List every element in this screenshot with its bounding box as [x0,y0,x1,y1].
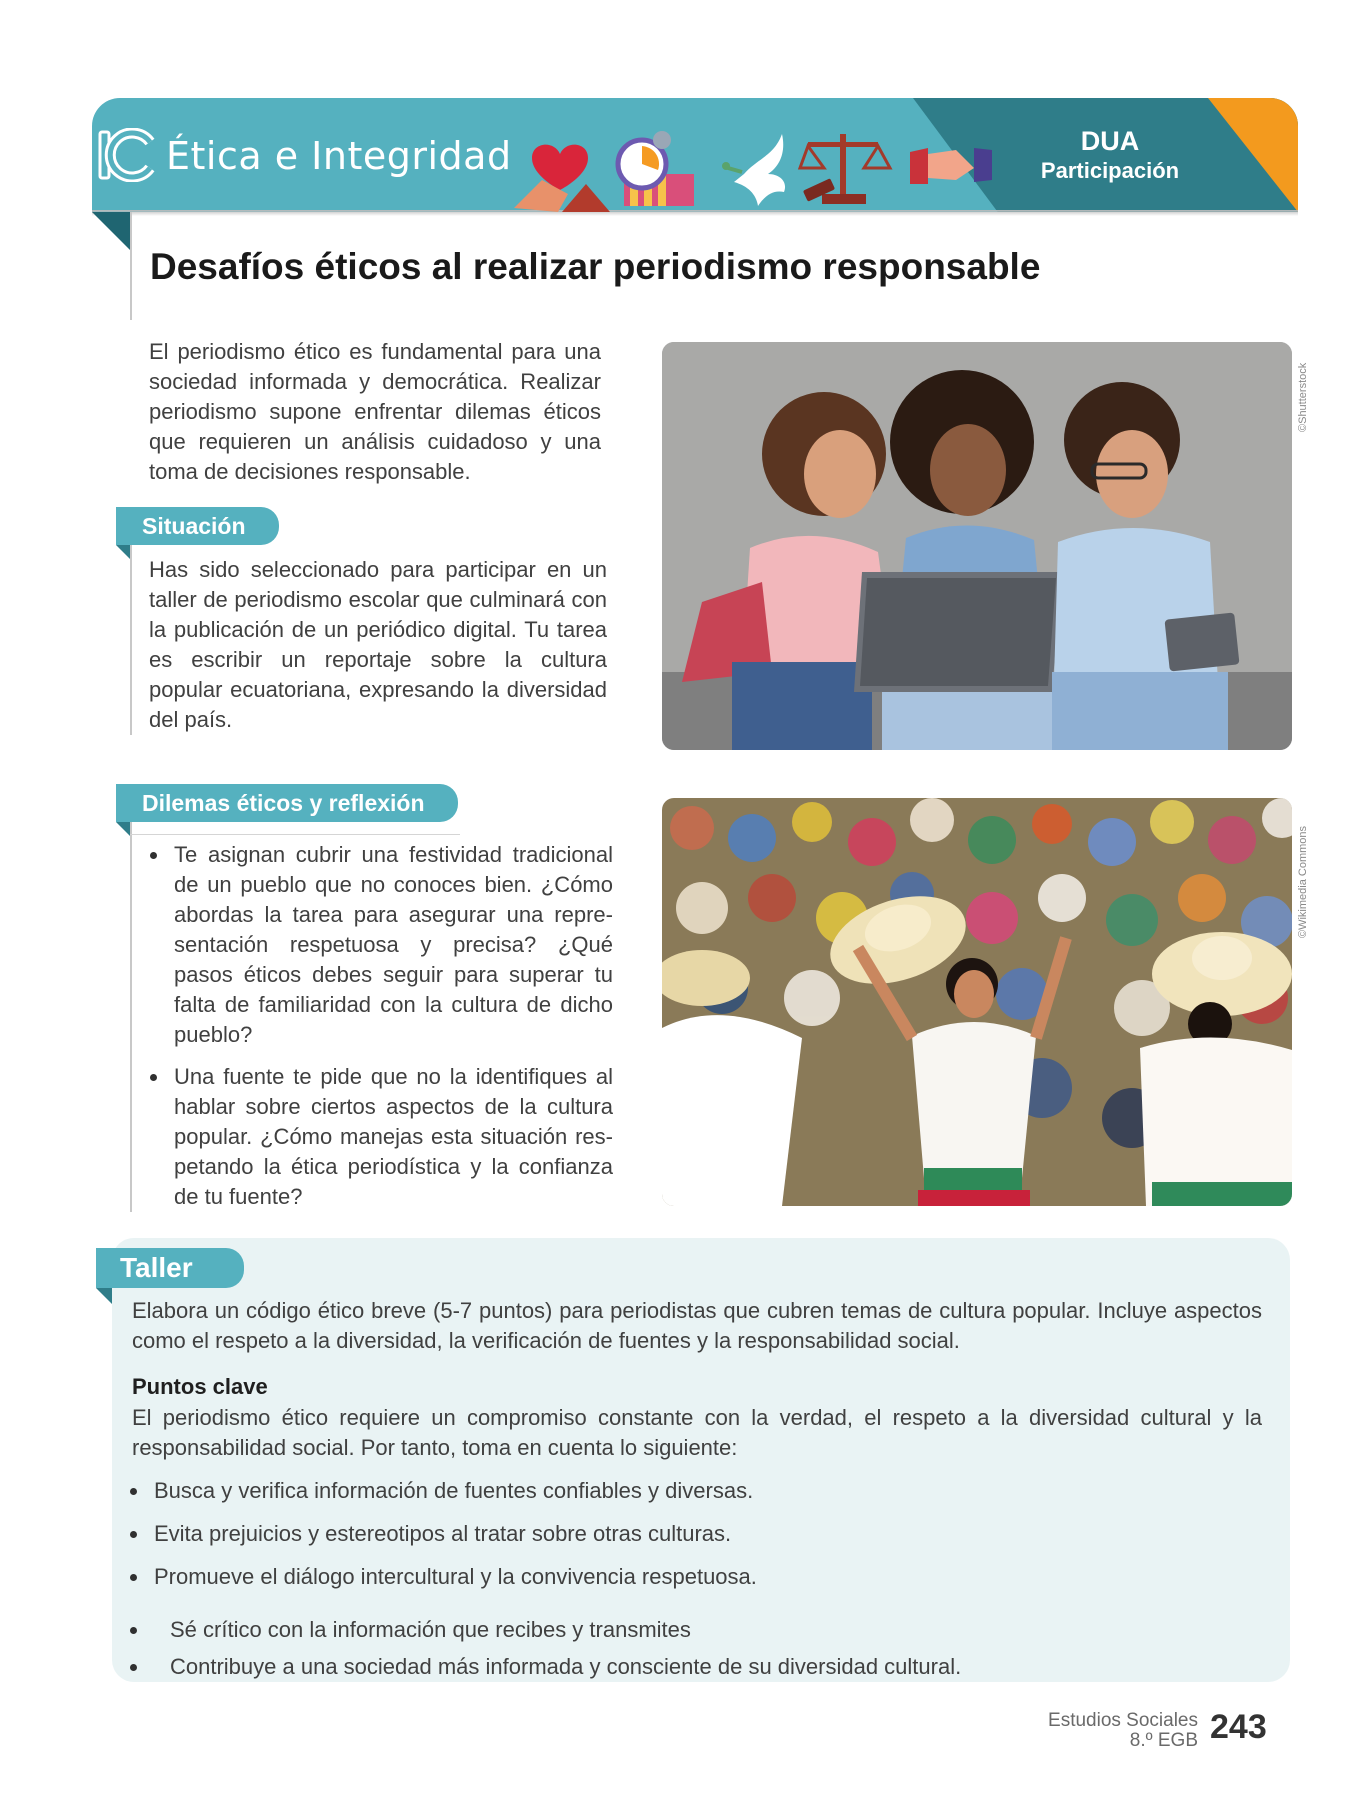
puntos-clave-paragraph: El periodismo ético requiere un compromiso constante con la verdad, el respeto a la diversidad cultural y la responsabilidad social. Por tanto, toma en cuenta lo siguiente: [132,1405,1262,1460]
puntos-list [128,1476,1228,1605]
dilemas-rule [130,822,132,1212]
justice-scale-icon [800,134,890,204]
dilemas-tab: Dilemas éticos y reflexión [116,784,458,822]
situacion-paragraph: Has sido seleccionado para participar en un taller de periodismo escolar que culminará con la publicación de un periódico digital. Tu tarea es escribir un reportaje sobre la cultura popular ecuatoriana, expresando la diversidad del país. [149,557,607,732]
heart-hand-icon [514,145,610,212]
taller-tab-fold [96,1288,112,1304]
photo1-credit: ©Shutterstock [1297,362,1309,432]
photo-folk-dancers [662,798,1292,1206]
dua-subtitle: Participación [1040,158,1180,183]
clock-chart-icon [618,131,694,206]
situacion-rule [130,545,132,735]
list-item: Una fuente te pide que no la identifiques al hablar sobre ciertos aspectos de la cultura popular. ¿Cómo manejas esta situación res-petando la ética periodística y la confianza de tu fuente? [148,1062,613,1212]
list-item: Contribuye a una sociedad más informada y consciente de su diversidad cultural. [128,1652,1228,1682]
dilemas-list [148,840,613,1212]
list-item: Evita prejuicios y estereotipos al tratar sobre otras culturas. [128,1519,1228,1549]
dua-title: DUA [1080,126,1140,156]
taller-paragraph: Elabora un código ético breve (5-7 puntos) para periodistas que cubren temas de cultura popular. Incluye aspectos como el respeto a la diversidad, la verificación de fuentes y la responsabilidad social. [132,1298,1262,1353]
list-item: Te asignan cubrir una festividad tradicional de un pueblo que no conoces bien. ¿Cómo abordas la tarea para asegurar una repre-sentación respetuosa y precisa? ¿Qué pasos éticos debes seguir para superar tu falta de familiaridad con la cultura de dicho pueblo? [148,840,613,1050]
handshake-icon [910,148,992,184]
taller-tab: Taller [96,1248,244,1288]
page-number: 243 [1210,1708,1267,1746]
banner-icons [512,128,992,212]
puntos-clave-heading: Puntos clave [132,1374,268,1399]
photo-children-laptop [662,342,1292,750]
page-title: Desafíos éticos al realizar periodismo responsable [150,246,1041,287]
banner-fold [92,212,132,252]
list-item: Busca y verifica información de fuentes confiables y diversas. [128,1476,1228,1506]
title-rule [130,212,132,320]
footer-subject: Estudios Sociales [1048,1710,1198,1731]
list-item: Promueve el diálogo intercultural y la convivencia respetuosa. [128,1562,1228,1592]
section-title: Ética e Integridad [166,134,512,178]
intro-paragraph: El periodismo ético es fundamental para una sociedad informada y democrática. Realizar periodismo supone enfrentar dilemas éticos que requieren un análisis cuidadoso y una toma de decisiones responsable. [149,339,601,484]
photo2-credit: ©Wikimedia Commons [1297,825,1309,938]
dilemas-underline [130,834,460,835]
puntos-extra-list [128,1615,1228,1689]
dove-icon [722,134,785,206]
list-item: Sé crítico con la información que recibes y transmites [128,1615,1228,1645]
situacion-tab: Situación [116,507,279,545]
footer-grade: 8.º EGB [1129,1730,1198,1751]
ic-logo-icon [96,128,156,182]
